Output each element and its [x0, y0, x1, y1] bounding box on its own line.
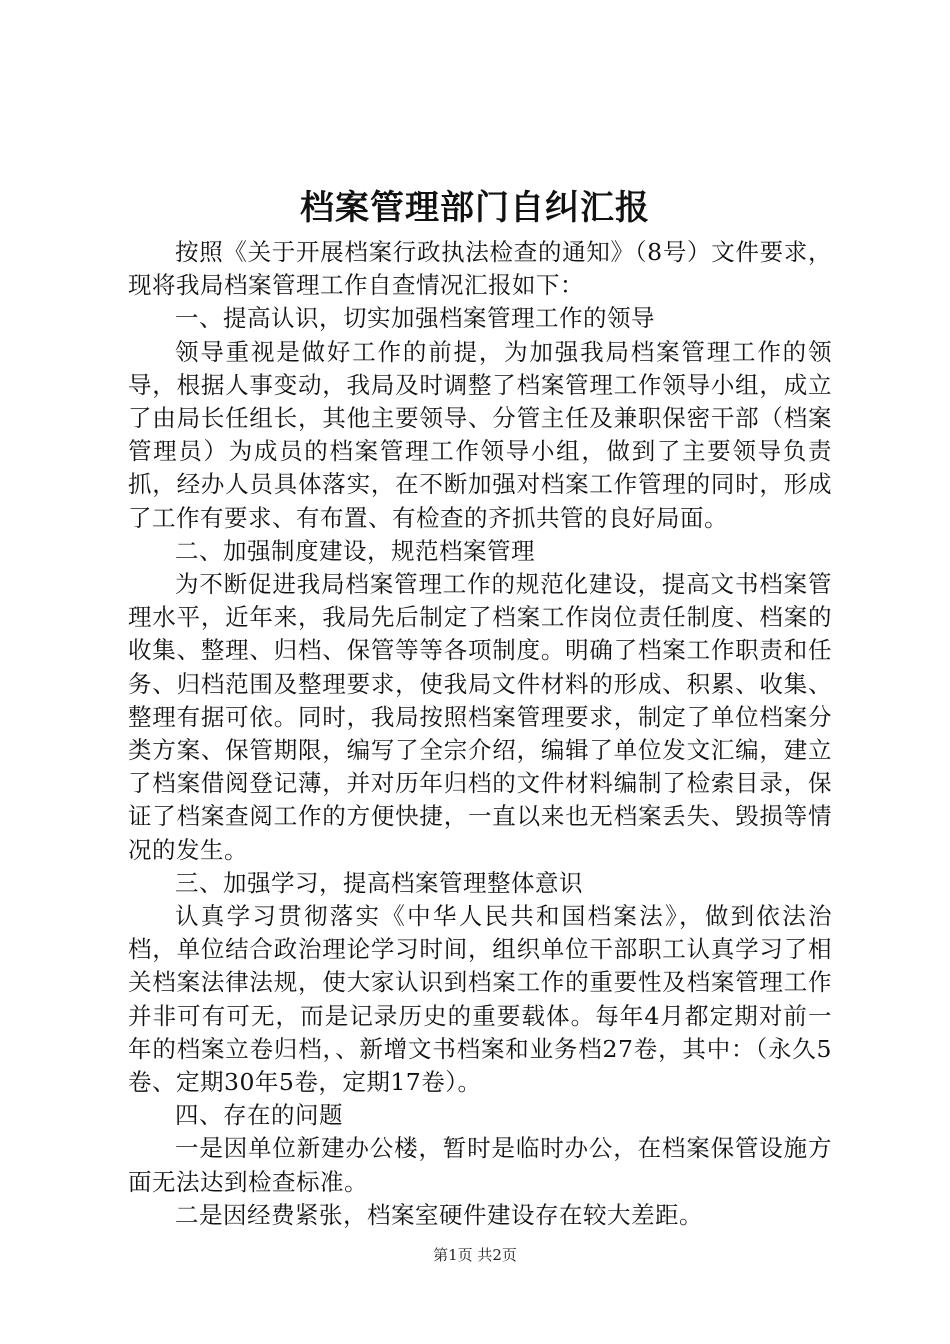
section-heading-2: 二、加强制度建设，规范档案管理 — [175, 536, 535, 565]
section-heading-4: 四、存在的问题 — [175, 1101, 343, 1130]
paragraph-leadership: 领导重视是做好工作的前提，为加强我局档案管理工作的领导，根据人事变动，我局及时调整了档案管理工作领导小组，成立了由局长任组长，其他主要领导、分管主任及兼职保密干部（档案管理员）为成员的档案管理工作领导小组，做到了主要领导负责抓，经办人员具体落实，在不断加强对档案工作管理的同时，形成了工作有要求、有布置、有检查的齐抓共管的良好局面。 — [128, 337, 832, 532]
section-heading-3: 三、加强学习，提高档案管理整体意识 — [175, 868, 583, 897]
paragraph-study: 认真学习贯彻落实《中华人民共和国档案法》，做到依法治档，单位结合政治理论学习时间，组织单位干部职工认真学习了相关档案法律法规，使大家认识到档案工作的重要性及档案管理工作并非可有可无，而是记录历史的重要载体。每年4月都定期对前一年的档案立卷归档，、新增文书档案和业务档27卷，其中：（永久5卷、定期30年5卷，定期17卷）。 — [128, 902, 832, 1097]
section-heading-1: 一、提高认识，切实加强档案管理工作的领导 — [175, 304, 655, 333]
paragraph-intro: 按照《关于开展档案行政执法检查的通知》（8号）文件要求，现将我局档案管理工作自查情况汇报如下： — [128, 238, 832, 300]
document-title: 档案管理部门自纠汇报 — [300, 188, 650, 228]
page-number-footer: 第1页 共2页 — [433, 1246, 517, 1264]
paragraph-problem-2: 二是因经费紧张，档案室硬件建设存在较大差距。 — [175, 1200, 703, 1229]
paragraph-system: 为不断促进我局档案管理工作的规范化建设，提高文书档案管理水平，近年来，我局先后制定了档案工作岗位责任制度、档案的收集、整理、归档、保管等等各项制度。明确了档案工作职责和任务、归档范围及整理要求，使我局文件材料的形成、积累、收集、整理有据可依。同时，我局按照档案管理要求，制定了单位档案分类方案、保管期限，编写了全宗介绍，编辑了单位发文汇编，建立了档案借阅登记薄，并对历年归档的文件材料编制了检索目录，保证了档案查阅工作的方便快捷，一直以来也无档案丢失、毁损等情况的发生。 — [128, 570, 832, 864]
paragraph-problem-1: 一是因单位新建办公楼，暂时是临时办公，在档案保管设施方面无法达到检查标准。 — [128, 1134, 832, 1196]
document-body — [128, 236, 832, 1232]
